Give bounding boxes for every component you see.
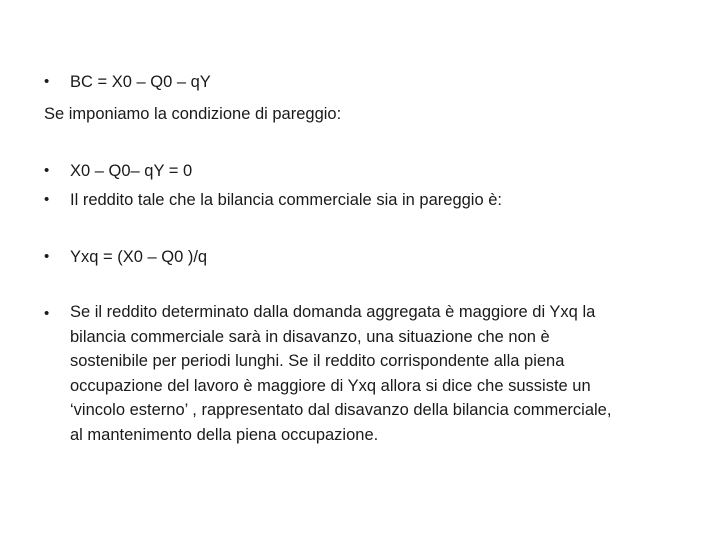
- paragraph-line: ‘vincolo esterno’ , rappresentato dal disavanzo della bilancia commerciale,: [70, 401, 612, 419]
- bullet-5: •: [44, 305, 50, 322]
- bullet-1: •: [44, 73, 50, 90]
- bullet-4: •: [44, 248, 50, 265]
- paragraph-line: sostenibile per periodi lunghi. Se il reddito corrispondente alla piena: [70, 352, 565, 370]
- paragraph-line: al mantenimento della piena occupazione.: [70, 425, 379, 444]
- paragraph-line: bilancia commerciale sarà in disavanzo, una situazione che non è: [70, 327, 550, 346]
- bullet-2: •: [44, 162, 50, 179]
- bullet-3: •: [44, 191, 50, 208]
- formula-yxq: Yxq = (X0 – Q0 )/q: [70, 248, 208, 266]
- paragraph-vincolo-esterno: [70, 300, 710, 447]
- paragraph-line: occupazione del lavoro è maggiore di Yxq allora si dice che sussiste un: [70, 376, 591, 395]
- subheading-pareggio: Se imponiamo la condizione di pareggio:: [44, 105, 342, 123]
- formula-bc: BC = X0 – Q0 – qY: [70, 73, 211, 91]
- formula-pareggio: X0 – Q0– qY = 0: [70, 162, 193, 180]
- text-reddito-pareggio: Il reddito tale che la bilancia commerciale sia in pareggio è:: [70, 191, 502, 209]
- paragraph-line: Se il reddito determinato dalla domanda aggregata è maggiore di Yxq la: [70, 303, 596, 321]
